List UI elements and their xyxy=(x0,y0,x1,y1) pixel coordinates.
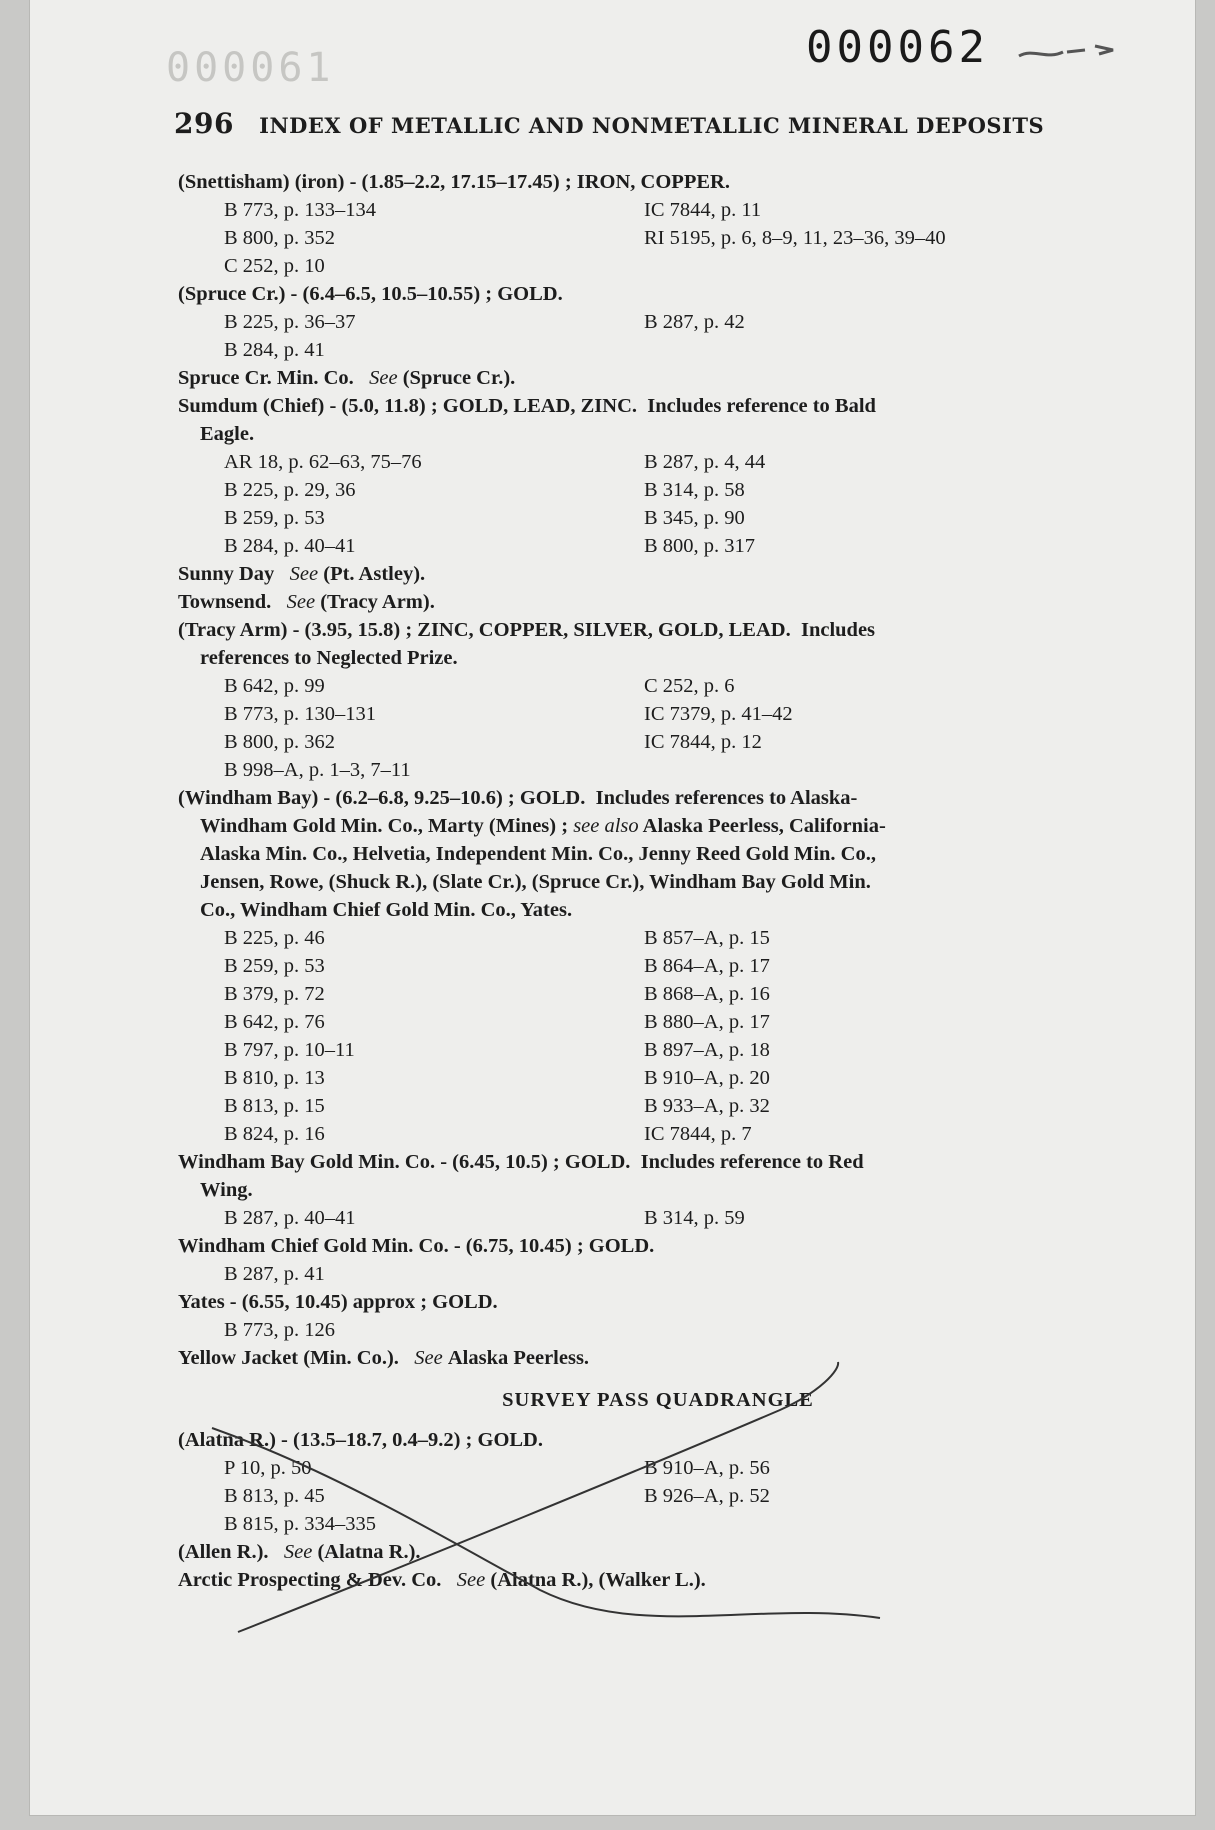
reference: AR 18, p. 62–63, 75–76 xyxy=(224,451,422,473)
index-entry-alatna-r xyxy=(178,1426,1058,1538)
index-entry-yates xyxy=(178,1288,1058,1344)
reference-list xyxy=(178,308,1058,364)
reference xyxy=(644,756,1084,784)
index-entry-townsend xyxy=(178,588,1058,616)
reference: B 797, p. 10–11 xyxy=(224,1039,355,1061)
reference: B 642, p. 76 xyxy=(224,1011,325,1033)
reference: B 287, p. 4, 44 xyxy=(644,451,766,473)
reference: B 379, p. 72 xyxy=(224,983,325,1005)
entry-name: (Allen R.). xyxy=(178,1541,269,1563)
reference: B 225, p. 29, 36 xyxy=(224,479,356,501)
see-label: See xyxy=(369,367,398,389)
reference: RI 5195, p. 6, 8–9, 11, 23–36, 39–40 xyxy=(644,227,946,249)
reference-list xyxy=(178,1316,1058,1344)
entry-note: Includes references to Alaska- xyxy=(595,787,858,809)
index-entry-sunny-day xyxy=(178,560,1058,588)
reference-list xyxy=(178,672,1058,784)
reference-list xyxy=(178,1260,1058,1288)
entry-heading: (Snettisham) (iron) - (1.85–2.2, 17.15–17.45) ; IRON, COPPER. xyxy=(178,171,730,193)
index-entry-snettisham xyxy=(178,168,1058,280)
see-target: (Alatna R.). xyxy=(317,1541,421,1563)
entry-heading: Windham Bay Gold Min. Co. - (6.45, 10.5) ; GOLD. xyxy=(178,1151,631,1173)
see-target: (Alatna R.), (Walker L.). xyxy=(490,1569,706,1591)
reference: B 800, p. 362 xyxy=(224,731,336,753)
reference: B 800, p. 317 xyxy=(644,535,756,557)
index-entry-windham-bay-gold-min-co xyxy=(178,1148,1058,1232)
reference: B 810, p. 13 xyxy=(224,1067,325,1089)
entry-name: Sunny Day xyxy=(178,563,275,585)
reference xyxy=(644,336,1084,364)
reference: C 252, p. 6 xyxy=(644,675,735,697)
reference: B 815, p. 334–335 xyxy=(224,1513,377,1535)
reference: B 880–A, p. 17 xyxy=(644,1011,770,1033)
see-label: See xyxy=(286,591,316,613)
see-target: (Spruce Cr.). xyxy=(402,367,516,389)
reference: B 225, p. 46 xyxy=(224,927,325,949)
index-entry-yellow-jacket xyxy=(178,1344,1058,1372)
reference: B 314, p. 59 xyxy=(644,1207,745,1229)
entry-continuation: references to Neglected Prize. xyxy=(200,647,458,669)
entry-continuation: Jensen, Rowe, (Shuck R.), (Slate Cr.), (Spruce Cr.), Windham Bay Gold Min. xyxy=(200,871,871,893)
quadrangle-title: SURVEY PASS QUADRANGLE xyxy=(502,1389,814,1411)
reference: B 910–A, p. 20 xyxy=(644,1067,770,1089)
reference: B 910–A, p. 56 xyxy=(644,1457,770,1479)
entry-name: Townsend. xyxy=(178,591,272,613)
reference: B 897–A, p. 18 xyxy=(644,1039,770,1061)
index-entry-arctic-prospecting xyxy=(178,1566,1058,1594)
entry-name: Yellow Jacket (Min. Co.). xyxy=(178,1347,399,1369)
entry-name: Arctic Prospecting & Dev. Co. xyxy=(178,1569,442,1591)
reference xyxy=(644,1316,1084,1344)
reference: IC 7844, p. 7 xyxy=(644,1123,752,1145)
reference: B 225, p. 36–37 xyxy=(224,311,356,333)
reference xyxy=(644,1260,1084,1288)
reference xyxy=(644,1510,1084,1538)
reference: B 998–A, p. 1–3, 7–11 xyxy=(224,759,411,781)
index-entry-allen-r xyxy=(178,1538,1058,1566)
reference: IC 7379, p. 41–42 xyxy=(644,703,793,725)
reference: B 864–A, p. 17 xyxy=(644,955,770,977)
bleed-through-stamp: 000061 xyxy=(166,45,335,91)
entry-continuation: Co., Windham Chief Gold Min. Co., Yates. xyxy=(200,899,573,921)
reference: B 314, p. 58 xyxy=(644,479,745,501)
reference-list xyxy=(178,448,1058,560)
reference xyxy=(644,252,1084,280)
see-also-label: see also xyxy=(573,815,639,837)
see-target: Alaska Peerless. xyxy=(447,1347,590,1369)
reference-list xyxy=(178,1454,1058,1538)
entry-heading: (Tracy Arm) - (3.95, 15.8) ; ZINC, COPPER, SILVER, GOLD, LEAD. xyxy=(178,619,791,641)
index-content xyxy=(178,168,1058,1594)
reference-list xyxy=(178,196,1058,280)
index-entry-windham-bay xyxy=(178,784,1058,1148)
page-number: 296 xyxy=(174,107,234,140)
index-entry-windham-chief xyxy=(178,1232,1058,1288)
entry-name: Spruce Cr. Min. Co. xyxy=(178,367,354,389)
page-header xyxy=(174,107,1044,140)
see-label: See xyxy=(414,1347,443,1369)
entry-note: Includes xyxy=(800,619,876,641)
entry-note: Includes reference to Bald xyxy=(647,395,876,417)
index-entry-spruce-cr xyxy=(178,280,1058,364)
see-label: See xyxy=(456,1569,486,1591)
reference: B 287, p. 41 xyxy=(224,1263,325,1285)
reference: B 857–A, p. 15 xyxy=(644,927,770,949)
reference: C 252, p. 10 xyxy=(224,255,325,277)
reference: B 813, p. 45 xyxy=(224,1485,325,1507)
page-stamp-number: 000062 xyxy=(806,22,989,73)
entry-continuation: Alaska Min. Co., Helvetia, Independent Min. Co., Jenny Reed Gold Min. Co., xyxy=(200,843,876,865)
index-entry-tracy-arm xyxy=(178,616,1058,784)
entry-note: Includes reference to Red xyxy=(640,1151,864,1173)
entry-continuation: Eagle. xyxy=(200,423,255,445)
see-target: (Tracy Arm). xyxy=(320,591,435,613)
see-target: (Pt. Astley). xyxy=(323,563,426,585)
reference: B 933–A, p. 32 xyxy=(644,1095,770,1117)
reference: IC 7844, p. 12 xyxy=(644,731,762,753)
reference: B 284, p. 41 xyxy=(224,339,325,361)
reference: B 259, p. 53 xyxy=(224,507,325,529)
entry-heading: (Windham Bay) - (6.2–6.8, 9.25–10.6) ; GOLD. xyxy=(178,787,586,809)
reference: B 813, p. 15 xyxy=(224,1095,325,1117)
header-title: INDEX OF METALLIC AND NONMETALLIC MINERAL DEPOSITS xyxy=(259,113,1045,138)
index-entry-sumdum xyxy=(178,392,1058,560)
entry-heading: (Spruce Cr.) - (6.4–6.5, 10.5–10.55) ; GOLD. xyxy=(178,283,563,305)
reference: B 868–A, p. 16 xyxy=(644,983,770,1005)
handwritten-mark xyxy=(1015,38,1135,68)
reference: IC 7844, p. 11 xyxy=(644,199,762,221)
entry-heading: Sumdum (Chief) - (5.0, 11.8) ; GOLD, LEAD, ZINC. xyxy=(178,395,637,417)
reference: B 926–A, p. 52 xyxy=(644,1485,770,1507)
reference: B 824, p. 16 xyxy=(224,1123,325,1145)
entry-heading: Yates - (6.55, 10.45) approx ; GOLD. xyxy=(178,1291,498,1313)
entry-continuation: Wing. xyxy=(200,1179,253,1201)
reference: B 284, p. 40–41 xyxy=(224,535,356,557)
reference: B 345, p. 90 xyxy=(644,507,745,529)
index-entry-spruce-cr-min-co xyxy=(178,364,1058,392)
see-label: See xyxy=(289,563,319,585)
reference-list xyxy=(178,1204,1058,1232)
entry-continuation: Windham Gold Min. Co., Marty (Mines) ; see also Alaska Peerless, California- xyxy=(200,815,886,837)
reference: B 773, p. 126 xyxy=(224,1319,336,1341)
reference: B 287, p. 40–41 xyxy=(224,1207,356,1229)
reference: B 642, p. 99 xyxy=(224,675,325,697)
reference: B 259, p. 53 xyxy=(224,955,325,977)
entry-heading: Windham Chief Gold Min. Co. - (6.75, 10.45) ; GOLD. xyxy=(178,1235,655,1257)
reference: B 773, p. 133–134 xyxy=(224,199,377,221)
reference: B 800, p. 352 xyxy=(224,227,336,249)
reference: B 773, p. 130–131 xyxy=(224,703,377,725)
entry-heading: (Alatna R.) - (13.5–18.7, 0.4–9.2) ; GOLD. xyxy=(178,1429,543,1451)
see-label: See xyxy=(283,1541,313,1563)
reference: P 10, p. 50 xyxy=(224,1457,312,1479)
reference: B 287, p. 42 xyxy=(644,311,745,333)
reference-list xyxy=(178,924,1058,1148)
